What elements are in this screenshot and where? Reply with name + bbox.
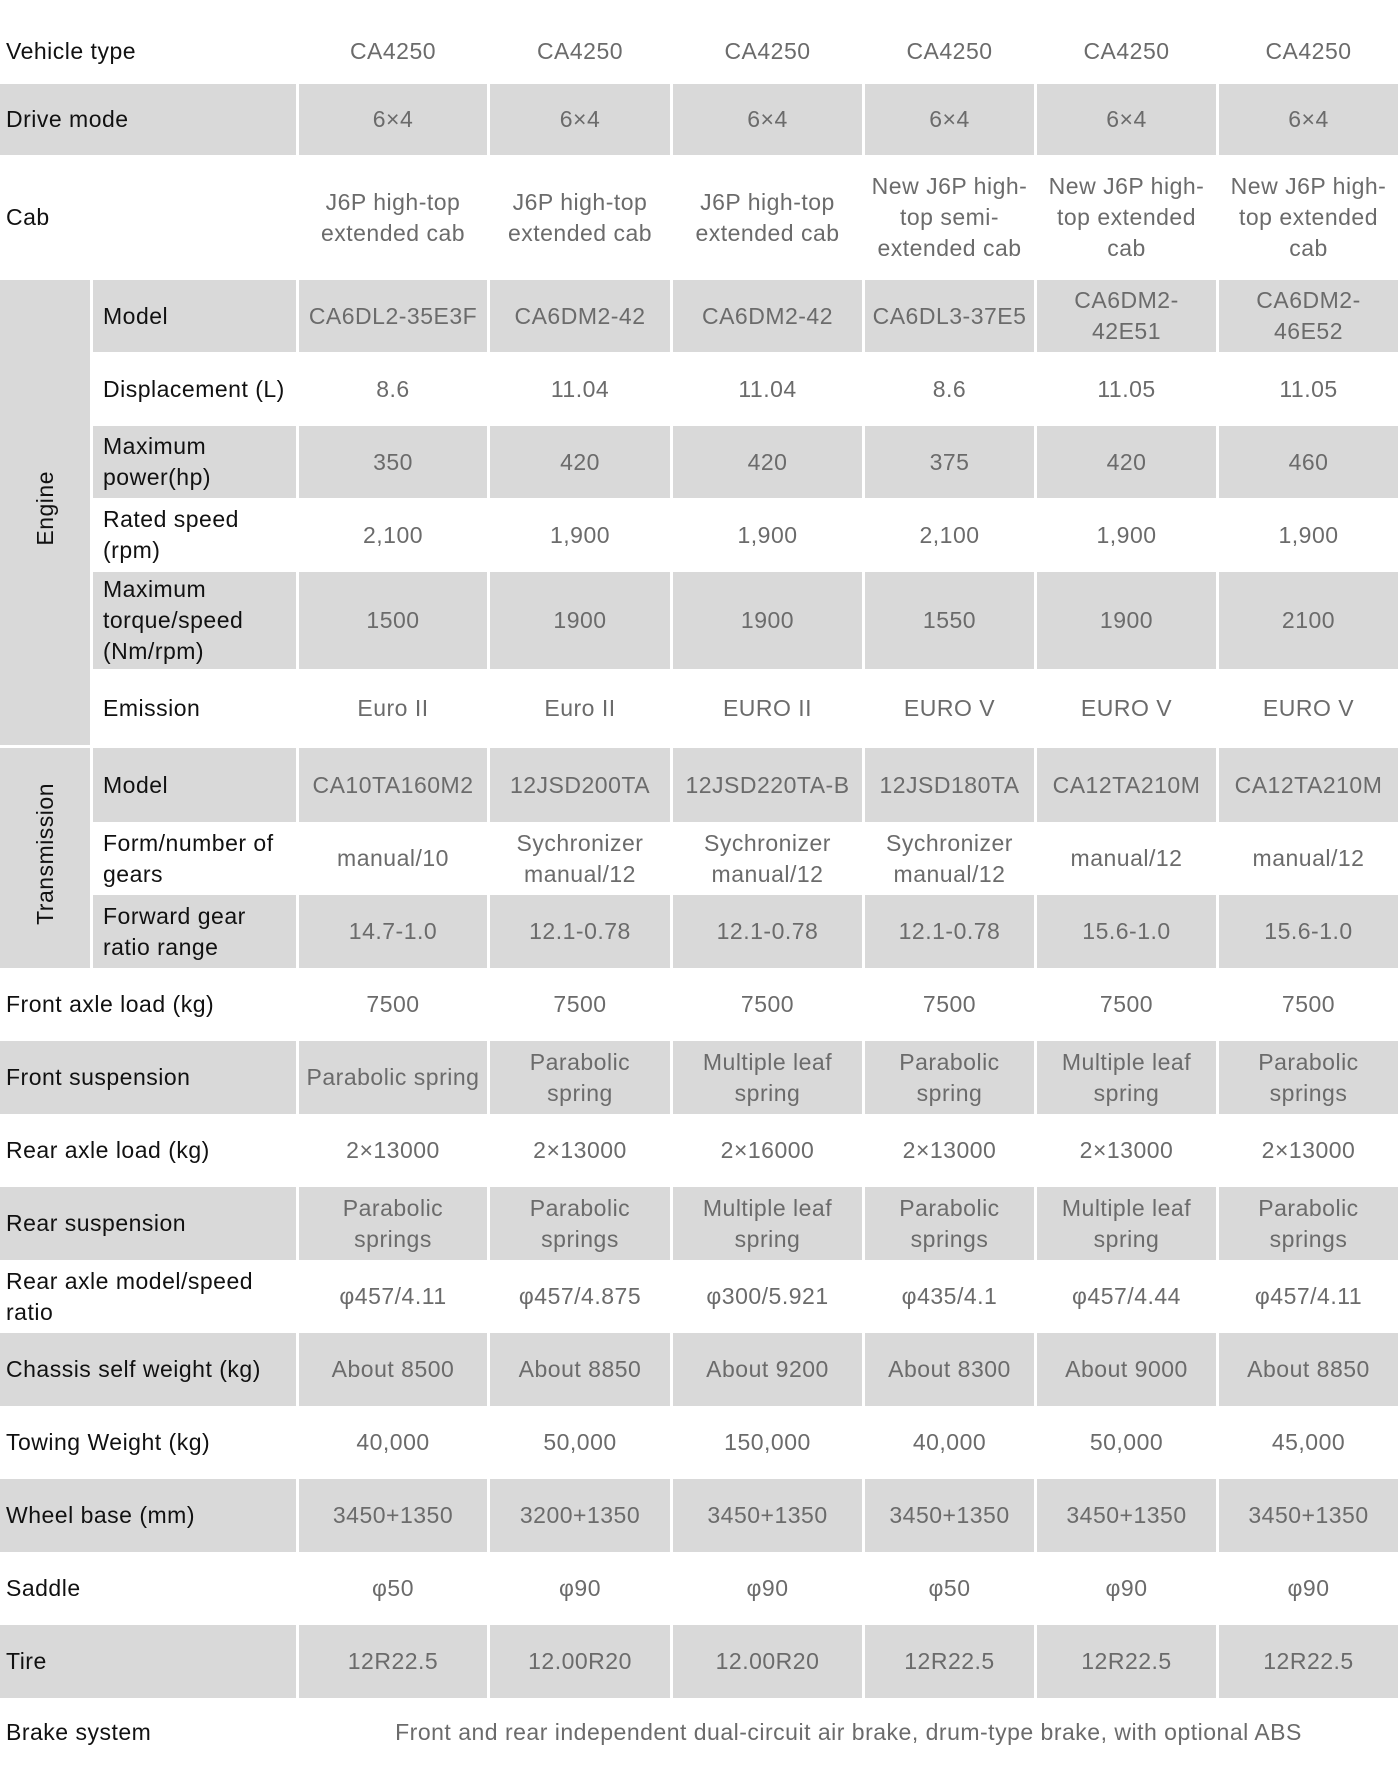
cell: 50,000 (1037, 1409, 1216, 1476)
cell: 350 (299, 426, 487, 498)
row-front-axle-load (0, 971, 1398, 1038)
cell: 8.6 (865, 355, 1034, 423)
cell: manual/12 (1037, 825, 1216, 892)
cell: 12JSD180TA (865, 748, 1034, 822)
cell: 6×4 (1219, 84, 1398, 155)
cell: 2×16000 (673, 1117, 862, 1184)
cell: 7500 (1219, 971, 1398, 1038)
cell: 3450+1350 (673, 1479, 862, 1552)
row-label: Wheel base (mm) (0, 1479, 296, 1552)
cell: 3450+1350 (299, 1479, 487, 1552)
cell: 3450+1350 (865, 1479, 1034, 1552)
cell: 6×4 (1037, 84, 1216, 155)
cell: 8.6 (299, 355, 487, 423)
row-label: Emission (93, 672, 296, 745)
cell: CA4250 (673, 21, 862, 81)
cell: About 9200 (673, 1333, 862, 1406)
cell: 1900 (673, 572, 862, 669)
cell: 6×4 (299, 84, 487, 155)
row-engine-model (0, 280, 1398, 352)
cell: Sychronizer manual/12 (865, 825, 1034, 892)
row-engine-max-torque (0, 572, 1398, 669)
cell: J6P high-top extended cab (299, 158, 487, 277)
cell: 2,100 (865, 501, 1034, 569)
cell: 11.05 (1037, 355, 1216, 423)
cell: 11.04 (490, 355, 670, 423)
cell: 12.1-0.78 (673, 895, 862, 968)
cell: 15.6-1.0 (1037, 895, 1216, 968)
row-vehicle-type (0, 21, 1398, 81)
row-label: Drive mode (0, 84, 296, 155)
cell: 12R22.5 (865, 1625, 1034, 1698)
cell: φ90 (1037, 1555, 1216, 1622)
cell: 1550 (865, 572, 1034, 669)
cell: 3200+1350 (490, 1479, 670, 1552)
cell: φ50 (299, 1555, 487, 1622)
cell: About 8500 (299, 1333, 487, 1406)
cell: 6×4 (673, 84, 862, 155)
cell: CA4250 (1219, 21, 1398, 81)
row-engine-max-power (0, 426, 1398, 498)
cell: New J6P high-top extended cab (1037, 158, 1216, 277)
row-front-suspension (0, 1041, 1398, 1114)
cell: φ90 (490, 1555, 670, 1622)
row-label: Front axle load (kg) (0, 971, 296, 1038)
cell: CA6DL3-37E5 (865, 280, 1034, 352)
cell: Parabolic spring (299, 1041, 487, 1114)
cell: Parabolic springs (490, 1187, 670, 1260)
cell: 2×13000 (299, 1117, 487, 1184)
cell: 3450+1350 (1219, 1479, 1398, 1552)
cell: φ90 (673, 1555, 862, 1622)
cell: Sychronizer manual/12 (673, 825, 862, 892)
cell: Multiple leaf spring (673, 1187, 862, 1260)
cell: 2×13000 (490, 1117, 670, 1184)
cell: 12JSD200TA (490, 748, 670, 822)
cell: 12.00R20 (490, 1625, 670, 1698)
row-cab (0, 158, 1398, 277)
cell: 15.6-1.0 (1219, 895, 1398, 968)
cell: Euro II (299, 672, 487, 745)
cell: 2×13000 (865, 1117, 1034, 1184)
cell: 420 (1037, 426, 1216, 498)
cell: φ90 (1219, 1555, 1398, 1622)
cell: 420 (490, 426, 670, 498)
cell: Parabolic springs (299, 1187, 487, 1260)
row-label: Maximum torque/speed (Nm/rpm) (93, 572, 296, 669)
cell: CA4250 (865, 21, 1034, 81)
cell: 12.1-0.78 (865, 895, 1034, 968)
cell: 7500 (490, 971, 670, 1038)
cell: Parabolic spring (490, 1041, 670, 1114)
cell: EURO II (673, 672, 862, 745)
cell: CA6DM2-42E51 (1037, 280, 1216, 352)
cell: Parabolic springs (1219, 1041, 1398, 1114)
row-rear-axle-model (0, 1263, 1398, 1330)
cell: CA6DM2-42 (673, 280, 862, 352)
cell: 3450+1350 (1037, 1479, 1216, 1552)
row-label: Rated speed (rpm) (93, 501, 296, 569)
cell: 2,100 (299, 501, 487, 569)
cell: CA10TA160M2 (299, 748, 487, 822)
cell: About 9000 (1037, 1333, 1216, 1406)
engine-group-text: Engine (31, 471, 58, 546)
cell: Multiple leaf spring (1037, 1187, 1216, 1260)
cell: 12JSD220TA-B (673, 748, 862, 822)
cell: Parabolic springs (865, 1187, 1034, 1260)
cell: φ457/4.11 (1219, 1263, 1398, 1330)
cell: φ457/4.44 (1037, 1263, 1216, 1330)
cell: J6P high-top extended cab (673, 158, 862, 277)
cell: 1,900 (1219, 501, 1398, 569)
row-rear-suspension (0, 1187, 1398, 1260)
cell: CA6DM2-42 (490, 280, 670, 352)
cell: 11.05 (1219, 355, 1398, 423)
cell: Parabolic spring (865, 1041, 1034, 1114)
cell: 45,000 (1219, 1409, 1398, 1476)
cell: About 8850 (490, 1333, 670, 1406)
row-label: Maximum power(hp) (93, 426, 296, 498)
transmission-group-text: Transmission (31, 783, 58, 925)
row-towing-weight (0, 1409, 1398, 1476)
cell: CA6DL2-35E3F (299, 280, 487, 352)
row-label: Front suspension (0, 1041, 296, 1114)
row-engine-rated-speed (0, 501, 1398, 569)
row-label: Rear axle model/speed ratio (0, 1263, 296, 1330)
cell: Parabolic springs (1219, 1187, 1398, 1260)
cell: 1,900 (490, 501, 670, 569)
cell: About 8850 (1219, 1333, 1398, 1406)
cell: Multiple leaf spring (1037, 1041, 1216, 1114)
cell: 12R22.5 (1037, 1625, 1216, 1698)
row-tire (0, 1625, 1398, 1698)
cell: Euro II (490, 672, 670, 745)
cell: CA4250 (1037, 21, 1216, 81)
cell: About 8300 (865, 1333, 1034, 1406)
row-label: Rear suspension (0, 1187, 296, 1260)
cell: φ50 (865, 1555, 1034, 1622)
cell: 2100 (1219, 572, 1398, 669)
cell: 12.1-0.78 (490, 895, 670, 968)
cell: 40,000 (865, 1409, 1034, 1476)
cell: 40,000 (299, 1409, 487, 1476)
cell: 1900 (1037, 572, 1216, 669)
cell: 420 (673, 426, 862, 498)
cell: New J6P high-top extended cab (1219, 158, 1398, 277)
cell: 1,900 (673, 501, 862, 569)
cell: CA12TA210M (1219, 748, 1398, 822)
cell: 7500 (673, 971, 862, 1038)
cell: φ300/5.921 (673, 1263, 862, 1330)
cell: CA12TA210M (1037, 748, 1216, 822)
row-label: Tire (0, 1625, 296, 1698)
cell: 150,000 (673, 1409, 862, 1476)
cell: φ457/4.875 (490, 1263, 670, 1330)
row-label: Brake system (0, 1701, 296, 1763)
row-saddle (0, 1555, 1398, 1622)
row-label: Vehicle type (0, 21, 296, 81)
transmission-group-label (0, 748, 90, 968)
row-label: Cab (0, 158, 296, 277)
cell: 6×4 (865, 84, 1034, 155)
cell: 12R22.5 (299, 1625, 487, 1698)
cell: manual/12 (1219, 825, 1398, 892)
row-chassis-weight (0, 1333, 1398, 1406)
cell: Sychronizer manual/12 (490, 825, 670, 892)
row-rear-axle-load (0, 1117, 1398, 1184)
cell: manual/10 (299, 825, 487, 892)
row-wheel-base (0, 1479, 1398, 1552)
cell: 2×13000 (1219, 1117, 1398, 1184)
row-label: Form/number of gears (93, 825, 296, 892)
row-label: Rear axle load (kg) (0, 1117, 296, 1184)
row-label: Displacement (L) (93, 355, 296, 423)
cell: 7500 (299, 971, 487, 1038)
row-label: Model (93, 748, 296, 822)
row-label: Chassis self weight (kg) (0, 1333, 296, 1406)
cell: 11.04 (673, 355, 862, 423)
cell: 1,900 (1037, 501, 1216, 569)
spec-table (0, 18, 1400, 1766)
cell: 14.7-1.0 (299, 895, 487, 968)
row-engine-displacement (0, 355, 1398, 423)
cell: 1500 (299, 572, 487, 669)
row-label: Forward gear ratio range (93, 895, 296, 968)
row-label: Saddle (0, 1555, 296, 1622)
engine-group-label (0, 280, 90, 745)
cell: CA4250 (490, 21, 670, 81)
cell: EURO V (1037, 672, 1216, 745)
cell: EURO V (1219, 672, 1398, 745)
cell: CA4250 (299, 21, 487, 81)
cell: 460 (1219, 426, 1398, 498)
row-brake-system (0, 1701, 1398, 1763)
cell: New J6P high-top semi-extended cab (865, 158, 1034, 277)
cell: J6P high-top extended cab (490, 158, 670, 277)
row-engine-emission (0, 672, 1398, 745)
cell: 6×4 (490, 84, 670, 155)
row-drive-mode (0, 84, 1398, 155)
cell: 375 (865, 426, 1034, 498)
cell: Multiple leaf spring (673, 1041, 862, 1114)
cell: 7500 (1037, 971, 1216, 1038)
row-transmission-model (0, 748, 1398, 822)
row-label: Towing Weight (kg) (0, 1409, 296, 1476)
cell: 12R22.5 (1219, 1625, 1398, 1698)
row-transmission-ratio (0, 895, 1398, 968)
cell: 7500 (865, 971, 1034, 1038)
cell: φ457/4.11 (299, 1263, 487, 1330)
brake-system-value: Front and rear independent dual-circuit air brake, drum-type brake, with optional ABS (299, 1701, 1398, 1763)
cell: φ435/4.1 (865, 1263, 1034, 1330)
cell: 1900 (490, 572, 670, 669)
row-transmission-form (0, 825, 1398, 892)
cell: CA6DM2-46E52 (1219, 280, 1398, 352)
cell: 50,000 (490, 1409, 670, 1476)
row-label: Model (93, 280, 296, 352)
cell: 2×13000 (1037, 1117, 1216, 1184)
cell: 12.00R20 (673, 1625, 862, 1698)
cell: EURO V (865, 672, 1034, 745)
